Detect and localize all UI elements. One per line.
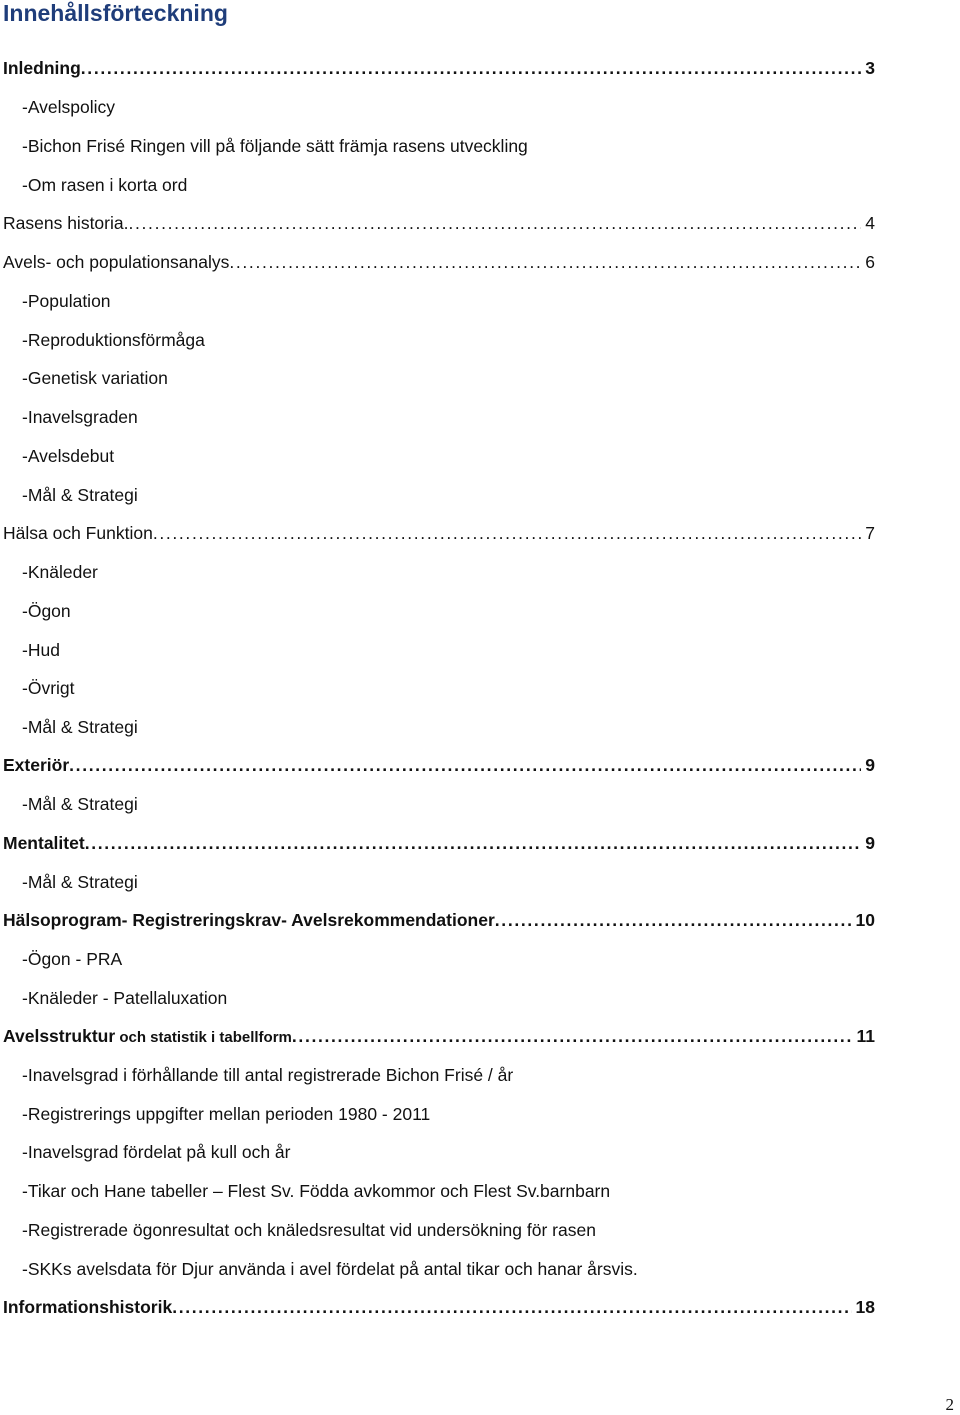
toc-entry-page: 9 bbox=[865, 755, 875, 775]
toc-entry-label: Exteriör bbox=[3, 755, 70, 775]
toc-entry-exterior[interactable] bbox=[3, 753, 875, 777]
toc-subitem: -Inavelsgraden bbox=[22, 407, 138, 427]
toc-entry-page: 6 bbox=[865, 252, 875, 272]
toc-entry-page: 3 bbox=[865, 58, 875, 78]
toc-subitem: -SKKs avelsdata för Djur använda i avel fördelat på antal tikar och hanar årsvis. bbox=[22, 1259, 638, 1279]
toc-subitem: -Knäleder - Patellaluxation bbox=[22, 988, 228, 1008]
toc-entry-rasens-historia[interactable] bbox=[3, 211, 875, 235]
toc-subitem: -Registrerade ögonresultat och knäledsresultat vid undersökning för rasen bbox=[22, 1220, 596, 1240]
toc-entry-page: 7 bbox=[865, 523, 875, 543]
toc-entry-label bbox=[3, 1024, 292, 1050]
toc-entry-label: Avels- och populationsanalys bbox=[3, 252, 230, 272]
toc-entry-mentalitet[interactable] bbox=[3, 831, 875, 855]
toc-entry-avelsstruktur[interactable] bbox=[3, 1024, 875, 1048]
toc-subitem: -Bichon Frisé Ringen vill på följande sätt främja rasens utveckling bbox=[22, 136, 528, 156]
toc-subitem: -Registrerings uppgifter mellan perioden 1980 - 2011 bbox=[22, 1104, 431, 1124]
dot-leader bbox=[85, 831, 862, 855]
toc-entry-inledning[interactable] bbox=[3, 56, 875, 80]
toc-entry-page: 9 bbox=[865, 833, 875, 853]
toc-subitem: -Hud bbox=[22, 640, 60, 660]
dot-leader bbox=[229, 250, 861, 274]
toc-subitem: -Inavelsgrad i förhållande till antal registrerade Bichon Frisé / år bbox=[22, 1065, 514, 1085]
toc-subitem: -Tikar och Hane tabeller – Flest Sv. Födda avkommor och Flest Sv.barnbarn bbox=[22, 1181, 611, 1201]
toc-entry-label: Rasens historia. bbox=[3, 213, 129, 233]
dot-leader bbox=[153, 521, 861, 545]
toc-subitem: -Ögon bbox=[22, 601, 71, 621]
toc-entry-page: 4 bbox=[865, 213, 875, 233]
toc-entry-halsa-och-funktion[interactable] bbox=[3, 521, 875, 545]
toc-subitem: -Mål & Strategi bbox=[22, 717, 138, 737]
dot-leader bbox=[69, 753, 861, 777]
toc-entry-halsoprogram[interactable] bbox=[3, 908, 875, 932]
toc-entry-page: 18 bbox=[855, 1297, 875, 1317]
toc-subitem: -Inavelsgrad fördelat på kull och år bbox=[22, 1142, 291, 1162]
toc-entry-label: Hälsa och Funktion bbox=[3, 523, 153, 543]
toc-subitem: -Avelsdebut bbox=[22, 446, 115, 466]
toc-subitem: -Om rasen i korta ord bbox=[22, 175, 188, 195]
dot-leader bbox=[172, 1295, 851, 1319]
toc-entry-label: Hälsoprogram- Registreringskrav- Avelsrekommendationer bbox=[3, 910, 495, 930]
toc-subitem: -Genetisk variation bbox=[22, 368, 168, 388]
dot-leader bbox=[81, 56, 861, 80]
dot-leader bbox=[495, 908, 852, 932]
toc-entry-label: Inledning bbox=[3, 58, 81, 78]
footer-page-number: 2 bbox=[945, 1395, 954, 1414]
toc-subitem: -Övrigt bbox=[22, 678, 75, 698]
toc-entry-page: 10 bbox=[855, 910, 875, 930]
toc-subitem: -Reproduktionsförmåga bbox=[22, 330, 205, 350]
page-title: Innehållsförteckning bbox=[3, 0, 228, 26]
toc-entry-label-main: Avelsstruktur bbox=[3, 1026, 116, 1046]
toc-subitem: -Mål & Strategi bbox=[22, 872, 138, 892]
toc-subitem: -Population bbox=[22, 291, 111, 311]
dot-leader bbox=[128, 211, 861, 235]
toc-entry-label: Mentalitet bbox=[3, 833, 85, 853]
toc-subitem: -Ögon - PRA bbox=[22, 949, 123, 969]
toc-subitem: -Avelspolicy bbox=[22, 97, 116, 117]
toc-entry-label: Informationshistorik bbox=[3, 1297, 173, 1317]
toc-entry-page: 11 bbox=[856, 1026, 875, 1046]
toc-subitem: -Mål & Strategi bbox=[22, 794, 138, 814]
toc-subitem: -Mål & Strategi bbox=[22, 485, 138, 505]
dot-leader bbox=[292, 1024, 853, 1048]
toc-entry-informationshistorik[interactable] bbox=[3, 1295, 875, 1319]
toc-subitem: -Knäleder bbox=[22, 562, 98, 582]
toc-entry-label-small: och statistik i tabellform bbox=[115, 1029, 292, 1046]
toc-entry-avels-och-populationsanalys[interactable] bbox=[3, 250, 875, 274]
